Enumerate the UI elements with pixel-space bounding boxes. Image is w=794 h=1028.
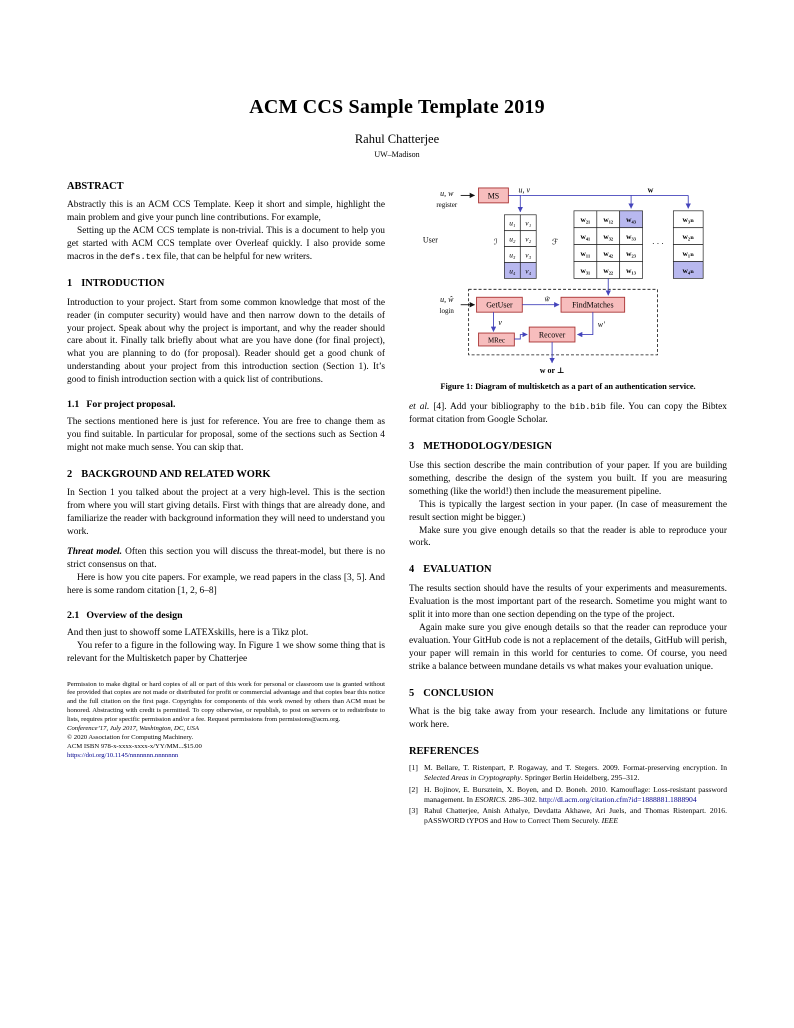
paragraph: The results section should have the results of your experiments and measurements. Evaluation is the most important part of the research. Sometime you might want to split it into more than one section depending on the type of the project.	[409, 583, 727, 620]
reference-number: [2]	[409, 784, 418, 794]
paper-header	[67, 96, 727, 159]
doi-link[interactable]: https://doi.org/10.1145/nnnnnnn.nnnnnnn	[67, 751, 179, 759]
matrix-cell-label: v₃	[525, 250, 532, 260]
abstract-paragraph: Abstractly this is an ACM CCS Template. Keep it short and simple, highlight the main problem and give your punch line contributions. For example,	[67, 200, 385, 224]
matrix-cell-label: u₁	[509, 218, 516, 228]
findmatches-box-label: FindMatches	[572, 300, 614, 310]
paragraph: You refer to a figure in the following way. In Figure 1 we show some thing that is relevant for the Multisketch paper by Chatterjee	[67, 640, 385, 664]
figure-caption-label: Figure 1:	[440, 381, 474, 391]
subsection-title: For project proposal.	[86, 399, 176, 411]
matrix-cell-label: u₃	[509, 250, 516, 260]
reference-tail: . 286–302.	[504, 794, 539, 804]
subsection-number: 2.1	[67, 610, 80, 622]
conference-info: Conference’17, July 2017, Washington, DC, USA	[67, 725, 199, 733]
reference-venue: Selected Areas in Cryptography	[424, 773, 521, 783]
matrix-cell-label: w₂₃	[626, 249, 637, 259]
matrix-cell-label: w₃₂	[603, 232, 614, 242]
reference-authors-title: H. Bojinov, E. Bursztein, X. Boyen, and D. Boneh. 2010. Kamouflage: Loss-resistant password management. In	[424, 784, 727, 804]
paragraph: And then just to showoff some LATEXskills, here is a Tikz plot.	[67, 627, 309, 638]
section-heading-evaluation	[409, 563, 727, 577]
paragraph: In Section 1 you talked about the project at a very high-level. This is the section from where you will start giving details. First with things that are already done, and familiarize the reader with background information they will need to understand you work.	[67, 488, 385, 538]
copyright-block	[67, 681, 385, 761]
section-heading-background	[67, 468, 385, 482]
matrix-cell-label: w₁₃	[626, 265, 637, 275]
reference-text	[424, 785, 727, 805]
reference-text	[424, 763, 727, 783]
getuser-box-label: GetUser	[486, 300, 513, 310]
reference-venue: ESORICS	[474, 794, 505, 804]
subsection-number: 1.1	[67, 399, 80, 411]
reference-number: [1]	[409, 763, 418, 773]
reference-text	[424, 806, 727, 826]
matrix-cell-label: w₁ₙ	[682, 249, 694, 259]
reference-authors-title: Rahul Chatterjee, Anish Athalye, Devdatta Akhawe, Ari Juels, and Thomas Ristenpart. 2016. pASSWORD tYPOS and How to Correct Them Securely.	[424, 805, 727, 826]
section-heading-introduction	[67, 277, 385, 291]
matrix-cell-label: v₁	[525, 218, 532, 228]
inline-code-bib-bib: bib.bib	[569, 402, 606, 413]
paragraph	[409, 401, 727, 427]
matrix-cell-label: w₃ₙ	[682, 215, 694, 225]
paragraph-text: [4]. Add your bibliography to the	[429, 402, 570, 413]
section-number: 4	[409, 564, 415, 576]
matrix-cell-label: w₂ₙ	[682, 232, 694, 242]
reference-number: [3]	[409, 805, 418, 815]
label-v: v	[498, 318, 502, 328]
reference-url[interactable]: http://dl.acm.org/citation.cfm?id=1888881.1888904	[538, 794, 697, 804]
section-title: INTRODUCTION	[81, 278, 165, 290]
inline-code-defs-tex: defs.tex	[119, 252, 162, 263]
paragraph: What is the big take away from your research. Include any limitations or future work here.	[409, 706, 727, 730]
paragraph-text: file. You can copy the Bibtex format citation from Google Scholar.	[409, 402, 727, 426]
right-column	[409, 180, 727, 826]
matrix-cell-label: w₄₁	[580, 232, 591, 242]
matrix-cell-label: w₄ₙ	[682, 265, 694, 275]
section-number: 3	[409, 441, 415, 453]
section-title: EVALUATION	[423, 564, 492, 576]
subsection-heading-design	[67, 609, 385, 623]
left-column	[67, 180, 385, 826]
paragraph: Use this section describe the main contribution of your paper. If you are building something, describe the design of the system you built. If you are measuring something (like the world!) then include the measurement pipeline.	[409, 460, 727, 497]
matrix-cell-label: w₁₂	[603, 215, 614, 225]
figure-caption	[409, 381, 727, 393]
label-w-tilde: w̃	[544, 294, 550, 304]
figure-caption-text: Diagram of multisketch as a part of an authentication service.	[475, 381, 696, 391]
subsection-title: Overview of the design	[86, 610, 183, 622]
matrix-cell-label: w₂₂	[603, 265, 614, 275]
matrix-cell-label: w₁₁	[580, 249, 591, 259]
label-register: register	[436, 200, 458, 209]
author-name: Rahul Chatterjee	[354, 132, 440, 146]
abstract-text: file, that can be helpful for new writers.	[161, 252, 313, 263]
mrec-box-label: MRec	[487, 336, 505, 345]
et-al-text: et al.	[409, 402, 430, 413]
multisketch-diagram	[409, 182, 727, 377]
mrec-to-recover-arrow	[514, 335, 527, 339]
section-heading-methodology	[409, 440, 727, 454]
section-title: METHODOLOGY/DESIGN	[423, 441, 552, 453]
ms-box-label: MS	[487, 191, 500, 201]
reference-item	[409, 806, 727, 826]
matrix-cell-label: u₂	[509, 234, 516, 244]
section-number: 5	[409, 687, 415, 699]
matrix-cell-label: w₂₁	[580, 215, 591, 225]
matrix-cell-label: w₄₂	[603, 249, 614, 259]
figure-1	[409, 182, 727, 392]
permission-notice: Permission to make digital or hard copies of all or part of this work for personal or classroom use is granted without fee provided that copies are not made or distributed for profit or commercial advantage and that copies bear this notice and the full citation on the first page. Copyrights for components of this work owned by others than ACM must be honored. Abstracting with credit is permitted. To copy otherwise, or republish, to post on servers or to redistribute to lists, requires prior specific permission and/or a fee. Request permissions from permissions@acm.org.	[67, 680, 385, 724]
reference-tail: . Springer Berlin Heidelberg, 295–312.	[520, 773, 640, 783]
two-column-body	[67, 180, 727, 826]
abstract-paragraph	[67, 225, 385, 264]
paragraph: The sections mentioned here is just for reference. You are free to change them as you find suitable. In particular for proposal, some of the sections such as Section 4 might not make much sense. You can skip that.	[67, 417, 385, 453]
matrix-cell-label: w₄₃	[626, 215, 637, 225]
section-number: 1	[67, 278, 73, 290]
paragraph: Here is how you cite papers. For example, we read papers in the class [3, 5]. And here is some random citation [1, 2, 6–8]	[67, 573, 385, 597]
reference-item	[409, 785, 727, 805]
paragraph-text: Often this section you will discuss the threat-model, but there is no strict consensus on that.	[67, 547, 386, 571]
reference-item	[409, 763, 727, 783]
label-index-structure: ℐ	[493, 237, 498, 247]
isbn-line: ACM ISBN 978-x-xxxx-xxxx-x/YY/MM...$15.00	[67, 742, 202, 750]
label-u-v: u, v	[518, 185, 531, 195]
label-filter-structure: ℱ	[551, 237, 559, 247]
label-u-w-hat: u, ŵ	[440, 295, 454, 305]
section-title: BACKGROUND AND RELATED WORK	[81, 468, 271, 480]
section-heading-conclusion	[409, 687, 727, 701]
copyright-line: © 2020 Association for Computing Machinery.	[67, 734, 194, 742]
matrix-cell-label: u₄	[509, 266, 516, 276]
author-affiliation: UW–Madison	[374, 150, 420, 159]
abstract-heading: ABSTRACT	[67, 181, 124, 192]
subsection-heading-proposal	[67, 398, 385, 412]
label-output: w or ⊥	[539, 365, 565, 375]
matrix-cell-label: w₃₃	[626, 232, 637, 242]
references-heading: REFERENCES	[409, 745, 479, 757]
threat-model-paragraph	[67, 546, 385, 572]
label-user: User	[422, 235, 438, 245]
ellipsis-label: · · ·	[651, 239, 664, 249]
reference-authors-title: M. Bellare, T. Ristenpart, P. Rogaway, and T. Stegers. 2009. Format-preserving encryption. In	[424, 763, 727, 773]
label-w: w	[647, 185, 654, 195]
paragraph: Again make sure you give enough details so that the reader can reproduce your evaluation. Your GitHub code is not a replacement of the details, GitHub will perish, your paper will remain in this world for centuries to come. Of course, you need strike a balance between mundane details vs what makes your evaluation unique.	[409, 622, 727, 672]
findmatches-to-recover-arrow	[577, 312, 592, 334]
section-title: CONCLUSION	[423, 687, 494, 699]
recover-box-label: Recover	[538, 330, 566, 340]
abstract-text: Setting up the ACM CCS template is non-trivial. This is a document to help you get started with ACM CCS template over Overleaf quickly. I also provide some macros in the	[67, 226, 385, 263]
reference-venue: IEEE	[601, 816, 619, 826]
paragraph: Make sure you give enough details so that the reader is able to reproduce your work.	[409, 525, 727, 549]
label-u-w: u, w	[440, 188, 454, 198]
label-login: login	[439, 307, 454, 316]
paragraph-run-in-heading: Threat model.	[67, 547, 122, 558]
matrix-cell-label: v₂	[525, 234, 532, 244]
paragraph: Introduction to your project. Start from some common knowledge that most of the reader (in computer security) would have and then narrow down to the details of your project. Speak about why the project is important, and why the reader should care about it. Finally talk briefly about what are you have done (for final project), what you are planning to do (for proposal). Reader should get a good chunk of understanding about your project from this introduction section (Section 1). It’s good to finish introduction section with a quick list of contributions.	[67, 297, 385, 386]
page-title: ACM CCS Sample Template 2019	[249, 96, 545, 118]
section-number: 2	[67, 468, 73, 480]
label-w-prime: w′	[597, 320, 605, 330]
paragraph: This is typically the largest section in your paper. (In case of measurement the result section might be bigger.)	[409, 499, 727, 523]
matrix-cell-label: w₃₁	[580, 265, 591, 275]
matrix-cell-label: v₄	[525, 266, 532, 276]
